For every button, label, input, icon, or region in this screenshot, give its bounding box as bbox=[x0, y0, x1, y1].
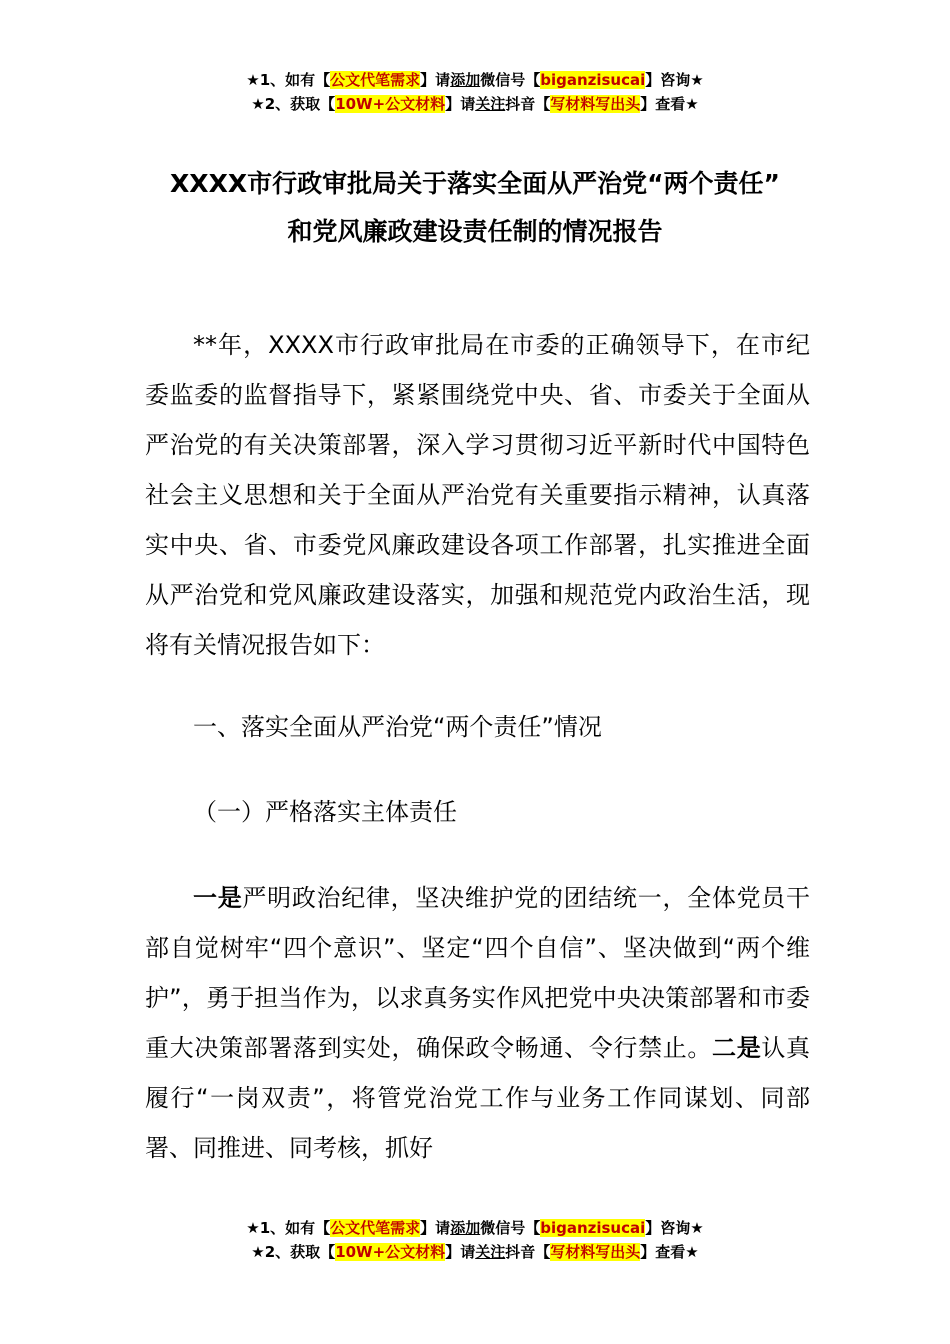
promo-banner-top bbox=[0, 68, 950, 116]
highlight-douyin: 写材料写出头 bbox=[550, 95, 641, 113]
highlight-materials: 10W+公文材料 bbox=[335, 1243, 446, 1261]
promo-line-2: ★2、获取【10W+公文材料】请关注抖音【写材料写出头】查看★ bbox=[251, 95, 699, 113]
point-label-1: 一是 bbox=[193, 884, 243, 912]
highlight-service: 公文代笔需求 bbox=[330, 71, 421, 89]
promo-banner-bottom bbox=[0, 1216, 950, 1264]
highlight-wechat-id: biganzisucai bbox=[540, 71, 646, 89]
highlight-materials: 10W+公文材料 bbox=[335, 95, 446, 113]
promo-line-1-bottom: ★1、如有【公文代笔需求】请添加微信号【biganzisucai】咨询★ bbox=[246, 1219, 704, 1237]
highlight-douyin: 写材料写出头 bbox=[550, 1243, 641, 1261]
intro-paragraph: **年，XXXX市行政审批局在市委的正确领导下，在市纪委监委的监督指导下，紧紧围绕党中央、省、市委关于全面从严治党的有关决策部署，深入学习贯彻习近平新时代中国特色社会主义思想和关于全面从严治党有关重要指示精神，认真落实中央、省、市委党风廉政建设各项工作部署，扎实推进全面从严治党和党风廉政建设落实，加强和规范党内政治生活，现将有关情况报告如下： bbox=[145, 331, 810, 659]
point-label-2: 二是 bbox=[712, 1034, 762, 1062]
body-paragraph bbox=[145, 873, 810, 1173]
highlight-wechat-id: biganzisucai bbox=[540, 1219, 646, 1237]
subsection-heading-1-1: （一）严格落实主体责任 bbox=[193, 798, 457, 826]
point-text-1: 严明政治纪律，坚决维护党的团结统一，全体党员干部自觉树牢“四个意识”、坚定“四个自信”、坚决做到“两个维护”，勇于担当作为，以求真务实作风把党中央决策部署和市委重大决策部署落到实处，确保政令畅通、令行禁止。 bbox=[145, 884, 811, 1062]
point-text-2: 认真履行“一岗双责”，将管党治党工作与业务工作同谋划、同部署、同推进、同考核，抓好 bbox=[145, 1034, 811, 1162]
highlight-service: 公文代笔需求 bbox=[330, 1219, 421, 1237]
promo-line-2-bottom: ★2、获取【10W+公文材料】请关注抖音【写材料写出头】查看★ bbox=[251, 1243, 699, 1261]
promo-line-1: ★1、如有【公文代笔需求】请添加微信号【biganzisucai】咨询★ bbox=[246, 71, 704, 89]
section-heading-1: 一、落实全面从严治党“两个责任”情况 bbox=[193, 713, 602, 741]
title-line-2: 和党风廉政建设责任制的情况报告 bbox=[287, 217, 663, 246]
document-title bbox=[0, 160, 950, 256]
title-line-1: XXXX市行政审批局关于落实全面从严治党“两个责任” bbox=[170, 169, 780, 198]
